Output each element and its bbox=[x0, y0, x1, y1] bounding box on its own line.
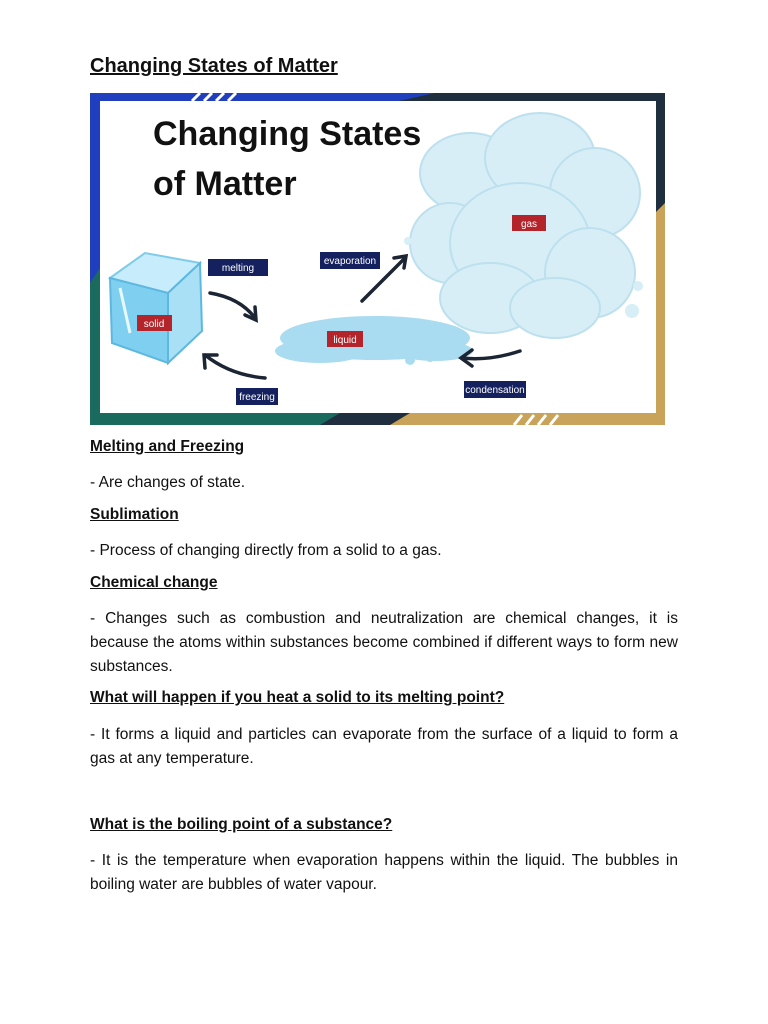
section-heading: Chemical change bbox=[90, 574, 218, 591]
label-liquid bbox=[327, 331, 363, 347]
liquid-puddle bbox=[275, 316, 473, 365]
svg-text:condensation: condensation bbox=[465, 385, 525, 396]
label-condensation bbox=[464, 381, 526, 398]
vapor-bubble bbox=[404, 237, 412, 245]
section-body: - Process of changing directly from a solid to a gas. bbox=[90, 542, 442, 559]
section-heading: What will happen if you heat a solid to its melting point? bbox=[90, 689, 505, 706]
section-body: - Are changes of state. bbox=[90, 474, 246, 491]
svg-text:evaporation: evaporation bbox=[323, 256, 377, 267]
cloud-puff bbox=[625, 304, 639, 318]
figure-title-line2: of Matter bbox=[153, 165, 297, 203]
svg-text:gas: gas bbox=[520, 219, 538, 230]
section-heading: Melting and Freezing bbox=[90, 438, 245, 455]
svg-text:freezing: freezing bbox=[239, 392, 275, 403]
label-freezing bbox=[236, 388, 278, 405]
figure-title-line1: Changing States bbox=[153, 115, 422, 153]
svg-text:liquid: liquid bbox=[333, 335, 357, 346]
label-evaporation bbox=[320, 252, 380, 269]
label-solid bbox=[137, 315, 172, 331]
states-of-matter-figure bbox=[90, 93, 665, 425]
label-melting bbox=[208, 259, 268, 276]
cloud-puff bbox=[633, 281, 643, 291]
section-heading: Sublimation bbox=[90, 506, 179, 523]
section-body: - Changes such as combustion and neutralization are chemical changes, it is because the atoms within substances become combined if different ways to form new substances. bbox=[90, 610, 678, 675]
document-title: Changing States of Matter bbox=[90, 55, 338, 77]
svg-text:solid: solid bbox=[143, 319, 165, 330]
svg-text:melting: melting bbox=[221, 263, 255, 274]
label-gas bbox=[512, 215, 546, 231]
section-heading: What is the boiling point of a substance? bbox=[90, 816, 393, 833]
section-body: - It forms a liquid and particles can evaporate from the surface of a liquid to form a gas at any temperature. bbox=[90, 726, 678, 767]
section-body: - It is the temperature when evaporation happens within the liquid. The bubbles in boiling water are bubbles of water vapour. bbox=[90, 852, 678, 893]
